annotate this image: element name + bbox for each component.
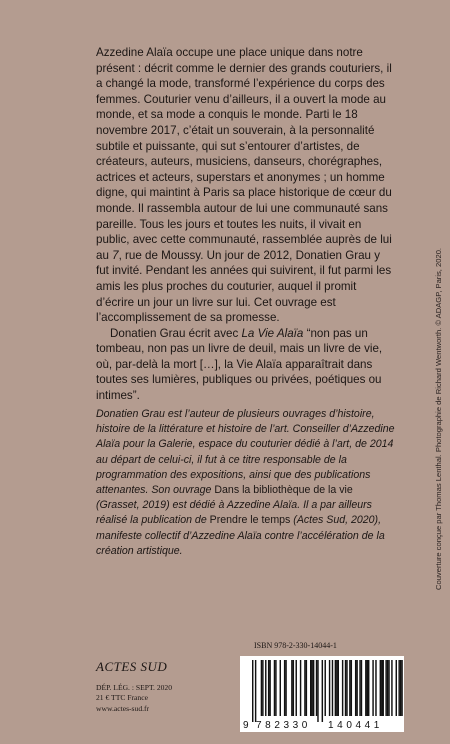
barcode-bar (285, 660, 286, 716)
barcode-bar (291, 660, 292, 716)
publisher-logo: ACTES SUD (96, 659, 168, 674)
barcode-bar (316, 660, 317, 716)
legal-deposit: DÉP. LÉG. : SEPT. 2020 (96, 683, 173, 692)
website: www.actes-sud.fr (96, 703, 150, 713)
barcode-right-digits: 140441 (328, 720, 383, 731)
barcode-bar (336, 660, 337, 716)
barcode-bar (391, 660, 392, 716)
barcode-bar (265, 660, 266, 716)
barcode-bar (311, 660, 312, 716)
barcode-bar (313, 660, 314, 716)
barcode-bar (261, 660, 262, 716)
barcode-bar (365, 660, 366, 716)
barcode-bar (275, 660, 276, 716)
barcode-bar (349, 660, 350, 716)
barcode-bar (368, 660, 369, 716)
barcode-bar (388, 660, 389, 716)
barcode-bar (262, 660, 263, 716)
barcode-bar (401, 660, 402, 716)
barcode-bar (335, 660, 336, 716)
blurb-p2-start: Donatien Grau écrit avec (110, 326, 242, 340)
barcode-bar (361, 660, 362, 716)
bio-part-2: (Grasset, 2019) est dédié à Azzedine Alaïa. Il a par ailleurs réalisé la publication de (96, 499, 372, 527)
blurb-p1-text: Azzedine Alaïa occupe une place unique dans notre présent : décrit comme le dernier des grands couturiers, il a changé la mode, transformé l’expérience du corps des femmes. Couturier venu d’ailleurs, il a ouvert la mode au monde, et sa mode a conquis le monde. Parti le 18 novembre 2017, c’était un souverain, à la personnalité subtile et puissante, qui sut s’entourer d’artistes, de créateurs, auteurs, musiciens, danseurs, chorégraphes, actrices et acteurs, superstars et anonymes ; un homme digne, qui maintint à Paris sa place historique de cœur du monde. Il rassembla autour de lui une communauté sans pareille. Tous les jours et toutes les nuits, il vivait en public, avec cette communauté, rassemblée auprès de lui au (96, 46, 392, 262)
barcode-bar (359, 660, 360, 716)
barcode-bar (252, 660, 253, 722)
barcode-bar (332, 660, 333, 716)
back-cover-blurb (96, 45, 396, 404)
barcode-first-digit: 9 (243, 720, 249, 731)
blurb-p1-italic: 7 (112, 248, 119, 262)
barcode-bar (322, 660, 323, 722)
legal-info (96, 683, 172, 714)
bio-book-title-1: Dans la bibliothèque de la vie (214, 484, 353, 497)
barcode-bar (398, 660, 399, 716)
barcode-bar (387, 660, 388, 716)
barcode-bar (317, 660, 318, 722)
barcode-bar (355, 660, 356, 716)
blurb-paragraph-2 (96, 326, 396, 404)
author-bio-paragraph (96, 407, 396, 559)
bio-part-3: (Actes Sud, 2020), manifeste collectif d’Azzedine Alaïa contre l’accélération de la création artistique. (96, 514, 385, 557)
barcode-bar (396, 660, 397, 716)
barcode-bar (304, 660, 305, 716)
barcode-bar (280, 660, 281, 716)
blurb-p2-end: “non pas un tombeau, non pas un livre de deuil, mais un livre de vie, où, par-delà la mort […], la Vie Alaïa apparaîtrait dans toutes ses lumières, publiques ou privées, poétiques ou intimes”. (96, 326, 383, 403)
barcode-bar (274, 660, 275, 716)
barcode-bar (351, 660, 352, 716)
barcode-bar (255, 660, 256, 722)
barcode-bar (372, 660, 373, 716)
price: 21 € TTC France (96, 693, 148, 703)
barcode-bar (356, 660, 357, 716)
barcode-bar (310, 660, 311, 716)
barcode-bar (367, 660, 368, 716)
barcode-bar (383, 660, 384, 716)
author-bio (96, 407, 396, 559)
barcode-bar (293, 660, 294, 716)
barcode-bar (269, 660, 270, 716)
barcode (240, 656, 404, 732)
barcode-bar (329, 660, 330, 716)
barcode-bar (306, 660, 307, 716)
bio-part-1: Donatien Grau est l’auteur de plusieurs ouvrages d’histoire, histoire de la littérature et histoire de l’art. Conseiller d’Azzedine Alaïa pour la Galerie, espace du couturier dédié à l’art, de 2014 au départ de celui-ci, il fut à ce titre responsable de la programmation des expositions, ainsi que des publications attenantes. Son ouvrage (96, 408, 395, 497)
barcode-bar (375, 660, 376, 716)
blurb-paragraph-1 (96, 45, 396, 326)
isbn: ISBN 978-2-330-14044-1 (254, 641, 337, 650)
blurb-p1-end: , rue de Moussy. Un jour de 2012, Donatien Grau y fut invité. Pendant les années qui suivirent, il fut parmi les amis les plus proches du couturier, auquel il promit d’écrire un jour un livre sur lui. Cet ouvrage est l’accomplissement de sa promesse. (96, 248, 392, 325)
barcode-bar (381, 660, 382, 716)
barcode-bar (325, 660, 326, 716)
barcode-bar (284, 660, 285, 716)
cover-credit: Couverture conçue par Thomas Lenthal. Photographie de Richard Wentworth. © ADAGP, Paris, 2020. (434, 247, 443, 590)
barcode-bar (380, 660, 381, 716)
barcode-bar (268, 660, 269, 716)
barcode-bar (400, 660, 401, 716)
barcode-bar (338, 660, 339, 716)
barcode-bar (385, 660, 386, 716)
barcode-graphic (240, 656, 404, 732)
bio-book-title-2: Prendre le temps (209, 514, 291, 527)
blurb-p2-book-title: La Vie Alaïa (241, 326, 304, 340)
barcode-bar (342, 660, 343, 716)
barcode-bar (346, 660, 347, 716)
barcode-bar (300, 660, 301, 716)
barcode-left-digits: 782330 (256, 720, 311, 731)
barcode-bar (345, 660, 346, 716)
barcode-bar (296, 660, 297, 716)
